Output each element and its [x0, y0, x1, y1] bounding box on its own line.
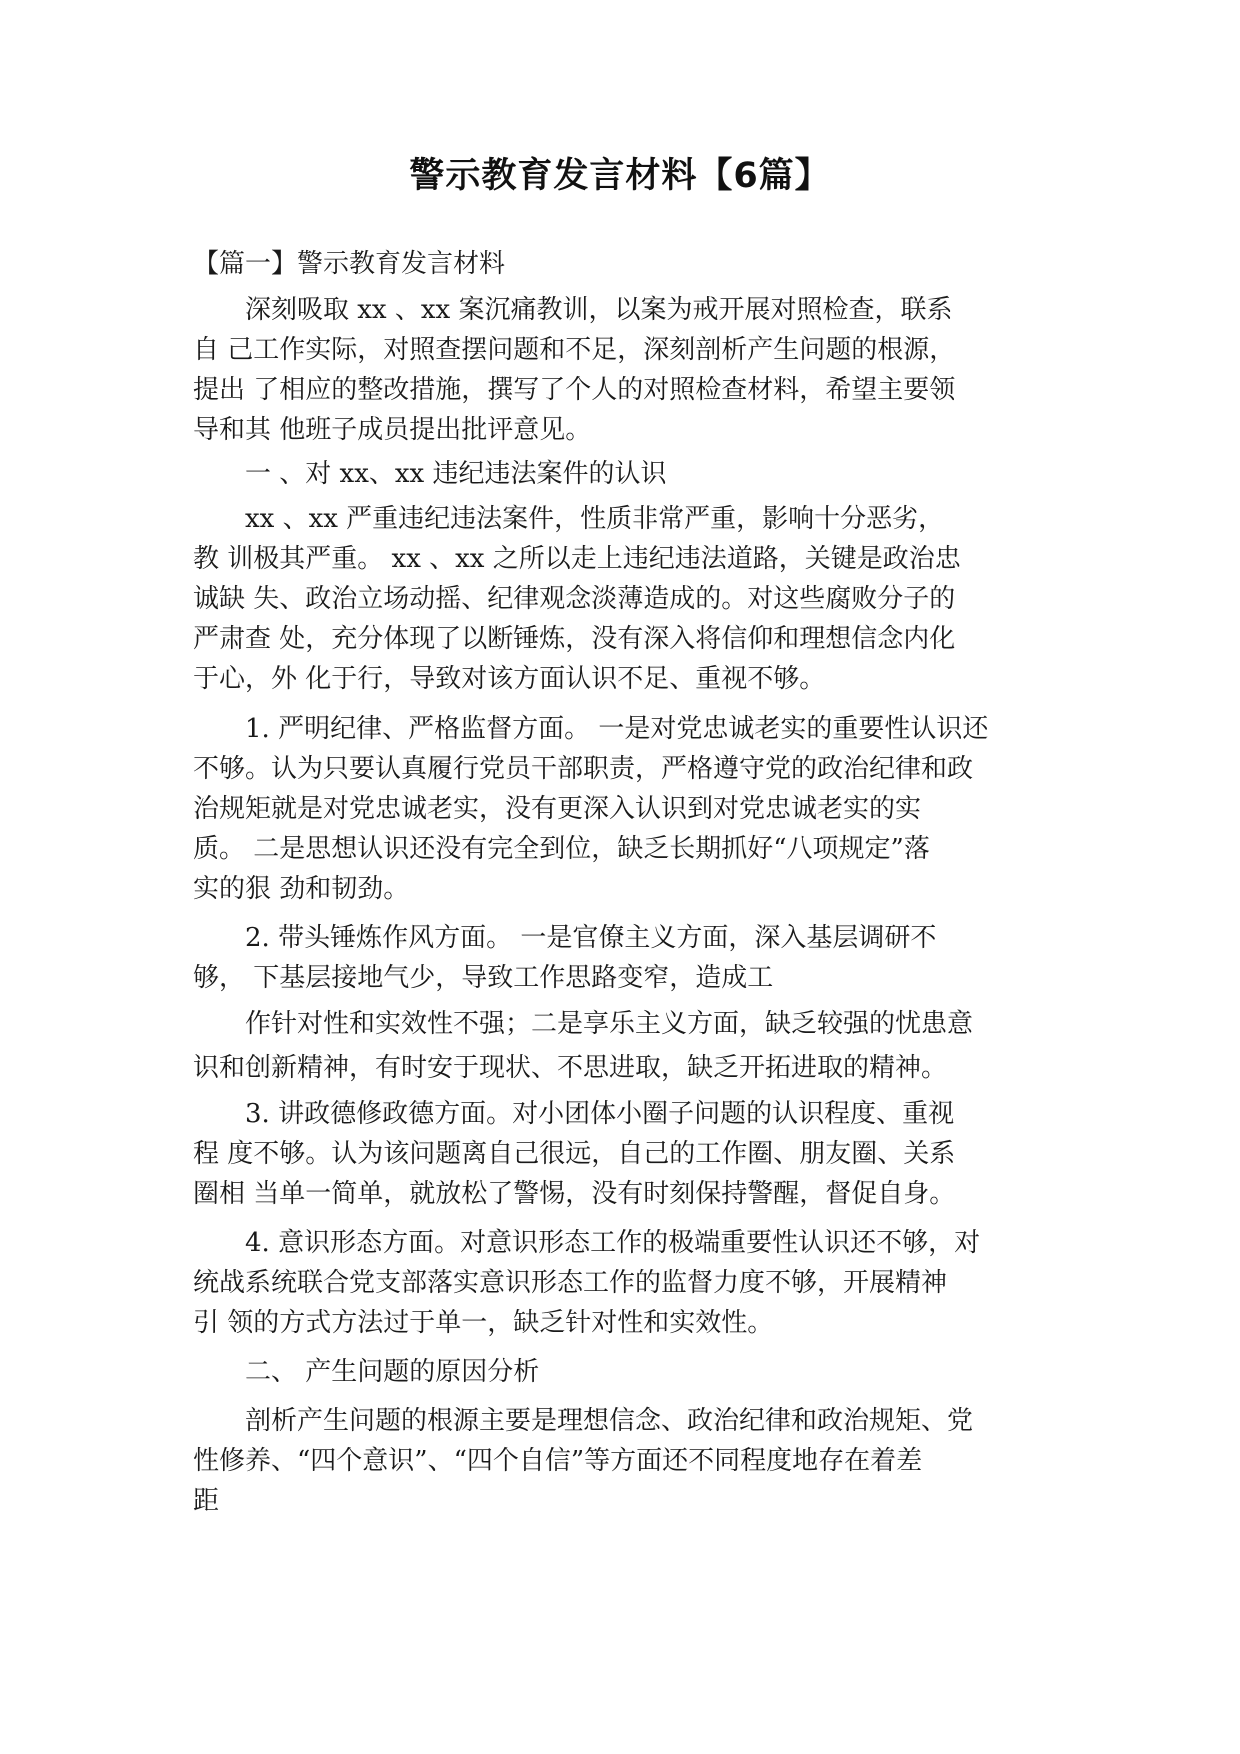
paragraph-line: 性修养、“四个意识”、“四个自信”等方面还不同程度地存在着差	[193, 1446, 923, 1476]
paragraph-line: 程 度不够。认为该问题离自己很远，自己的工作圈、朋友圈、关系	[193, 1139, 956, 1169]
section-heading-1: 【篇一】警示教育发言材料	[193, 249, 506, 279]
paragraph-line: 自 己工作实际，对照查摆问题和不足，深刻剖析产生问题的根源，	[193, 335, 956, 365]
subheading-2: 二、 产生问题的原因分析	[245, 1357, 540, 1387]
subheading-1: 一 、对 xx、xx 违纪违法案件的认识	[245, 459, 667, 489]
paragraph-line: 于心，外 化于行，导致对该方面认识不足、重视不够。	[193, 664, 826, 694]
paragraph-line: 引 领的方式方法过于单一，缺乏针对性和实效性。	[193, 1308, 774, 1338]
paragraph-line: 教 训极其严重。 xx 、xx 之所以走上违纪违法道路，关键是政治忠	[193, 544, 961, 574]
paragraph-line: 诚缺 失、政治立场动摇、纪律观念淡薄造成的。对这些腐败分子的	[193, 584, 956, 614]
paragraph-line: 提出 了相应的整改措施，撰写了个人的对照检查材料，希望主要领	[193, 375, 956, 405]
paragraph-line: 识和创新精神，有时安于现状、不思进取，缺乏开拓进取的精神。	[193, 1053, 948, 1083]
paragraph-line: 2. 带头锤炼作风方面。 一是官僚主义方面，深入基层调研不	[245, 923, 937, 953]
paragraph-line: 不够。认为只要认真履行党员干部职责，严格遵守党的政治纪律和政	[193, 754, 974, 784]
document-title: 警示教育发言材料【6篇】	[409, 156, 831, 196]
paragraph-line: 够， 下基层接地气少，导致工作思路变窄，造成工	[193, 963, 774, 993]
paragraph-line: 质。 二是思想认识还没有完全到位，缺乏长期抓好“八项规定”落	[193, 834, 930, 864]
paragraph-line: 治规矩就是对党忠诚老实，没有更深入认识到对党忠诚老实的实	[193, 794, 922, 824]
paragraph-line: 严肃查 处，充分体现了以断锤炼，没有深入将信仰和理想信念内化	[193, 624, 956, 654]
paragraph-line: xx 、xx 严重违纪违法案件，性质非常严重，影响十分恶劣，	[245, 504, 945, 534]
paragraph-line: 统战系统联合党支部落实意识形态工作的监督力度不够，开展精神	[193, 1268, 948, 1298]
paragraph-line: 剖析产生问题的根源主要是理想信念、政治纪律和政治规矩、党	[245, 1406, 974, 1436]
paragraph-line: 导和其 他班子成员提出批评意见。	[193, 415, 592, 445]
paragraph-line: 1. 严明纪律、严格监督方面。 一是对党忠诚老实的重要性认识还	[245, 714, 989, 744]
paragraph-line: 深刻吸取 xx 、xx 案沉痛教训，以案为戒开展对照检查，联系	[245, 295, 953, 325]
paragraph-line: 4. 意识形态方面。对意识形态工作的极端重要性认识还不够，对	[245, 1228, 981, 1258]
paragraph-line: 实的狠 劲和韧劲。	[193, 874, 410, 904]
paragraph-line: 3. 讲政德修政德方面。对小团体小圈子问题的认识程度、重视	[245, 1099, 955, 1129]
paragraph-line: 距	[193, 1486, 220, 1516]
paragraph-line: 圈相 当单一简单，就放松了警惕，没有时刻保持警醒，督促自身。	[193, 1179, 956, 1209]
paragraph-line: 作针对性和实效性不强；二是享乐主义方面，缺乏较强的忧患意	[245, 1009, 974, 1039]
